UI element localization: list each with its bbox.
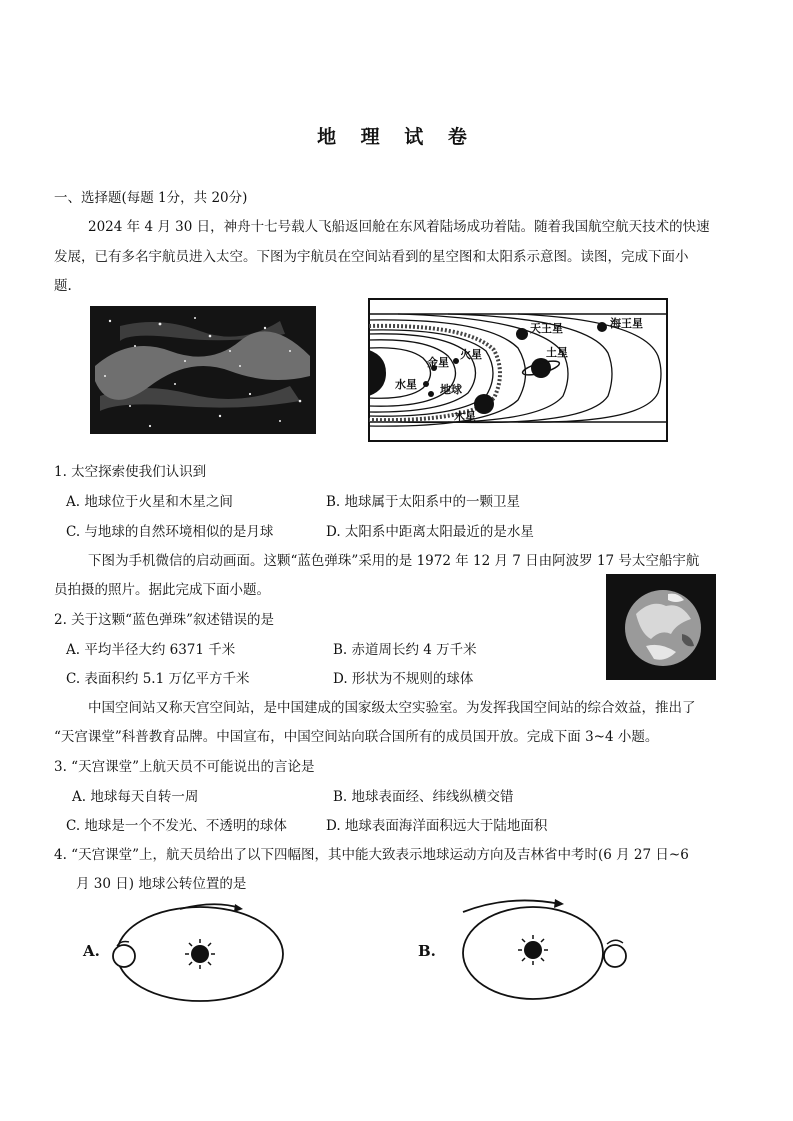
earth-icon-a [113, 945, 135, 967]
q1-option-d: D. 太阳系中距离太阳最近的是水星 [326, 524, 534, 540]
label-mercury: 水星 [395, 378, 417, 391]
planet-earth [428, 391, 434, 397]
q3-option-a: A. 地球每天自转一周 [72, 789, 199, 805]
sun-icon-a [185, 939, 215, 969]
arrowhead-b [554, 899, 564, 908]
q2-option-a: A. 平均半径大约 6371 千米 [66, 642, 236, 658]
section-heading: 一、选择题(每题 1分，共 20分) [54, 190, 248, 206]
intro2-line2: 员拍摄的照片。据此完成下面小题。 [54, 582, 270, 598]
blue-marble-photo [606, 574, 716, 680]
intro1-line3: 题. [54, 278, 72, 294]
label-mars: 火星 [460, 348, 482, 361]
q2-option-c: C. 表面积约 5.1 万亿平方千米 [66, 671, 250, 687]
label-earth: 地球 [440, 383, 462, 396]
label-neptune: 海王星 [610, 317, 643, 330]
solar-system-diagram [368, 298, 668, 442]
intro2-line1: 下图为手机微信的启动画面。这颗“蓝色弹珠”采用的是 1972 年 12 月 7 日由阿波罗 17 号太空船宇航 [88, 553, 700, 569]
figure-a-label: A. [83, 942, 100, 960]
q3-option-c: C. 地球是一个不发光、不透明的球体 [66, 818, 287, 834]
label-venus: 金星 [427, 356, 449, 369]
intro3-line2: “天宫课堂”科普教育品牌。中国宣布，中国空间站向联合国所有的成员国开放。完成下面 3~4 小题。 [54, 729, 659, 745]
q1-option-a: A. 地球位于火星和木星之间 [66, 494, 233, 510]
orbit-figure-b [415, 890, 655, 1010]
figure-b-label: B. [418, 942, 436, 960]
label-uranus: 天王星 [530, 322, 563, 335]
orbit-figure-a [75, 896, 335, 1011]
q1-option-c: C. 与地球的自然环境相似的是月球 [66, 524, 274, 540]
q3-stem: 3. “天宫课堂”上航天员不可能说出的言论是 [54, 759, 315, 775]
q1-option-b: B. 地球属于太阳系中的一颗卫星 [326, 494, 521, 510]
label-saturn: 土星 [546, 346, 568, 359]
q3-option-b: B. 地球表面经、纬线纵横交错 [333, 789, 514, 805]
intro1-line1: 2024 年 4 月 30 日，神舟十七号载人飞船返回舱在东风着陆场成功着陆。随着我国航空航天技术的快速 [88, 219, 710, 235]
planet-mars [453, 358, 459, 364]
planet-mercury [423, 381, 429, 387]
page-title: 地 理 试 卷 [317, 126, 476, 148]
q4-line2: 月 30 日) 地球公转位置的是 [76, 876, 247, 892]
label-jupiter: 木星 [454, 410, 476, 423]
q2-option-b: B. 赤道周长约 4 万千米 [333, 642, 477, 658]
direction-arrow-b [463, 900, 560, 912]
sun-icon-b [518, 935, 548, 965]
intro3-line1: 中国空间站又称天宫空间站，是中国建成的国家级太空实验室。为发挥我国空间站的综合效益，推出了 [88, 700, 696, 716]
intro1-line2: 发展，已有多名宇航员进入太空。下图为宇航员在空间站看到的星空图和太阳系示意图。读图，完成下面小 [54, 249, 689, 265]
q2-option-d: D. 形状为不规则的球体 [333, 671, 474, 687]
q1-stem: 1. 太空探索使我们认识到 [54, 464, 207, 480]
q3-option-d: D. 地球表面海洋面积远大于陆地面积 [326, 818, 548, 834]
q4-line1: 4. “天宫课堂”上，航天员给出了以下四幅图，其中能大致表示地球运动方向及吉林省中考时(6 月 27 日~6 [54, 847, 689, 863]
q2-stem: 2. 关于这颗“蓝色弹珠”叙述错误的是 [54, 612, 274, 628]
arrowhead-a [234, 904, 243, 912]
planet-jupiter [474, 394, 494, 414]
planet-uranus [516, 328, 528, 340]
earth-icon-b [604, 945, 626, 967]
planet-neptune [597, 322, 607, 332]
starry-sky-photo [90, 306, 316, 434]
rotation-arrow-b [607, 940, 623, 944]
